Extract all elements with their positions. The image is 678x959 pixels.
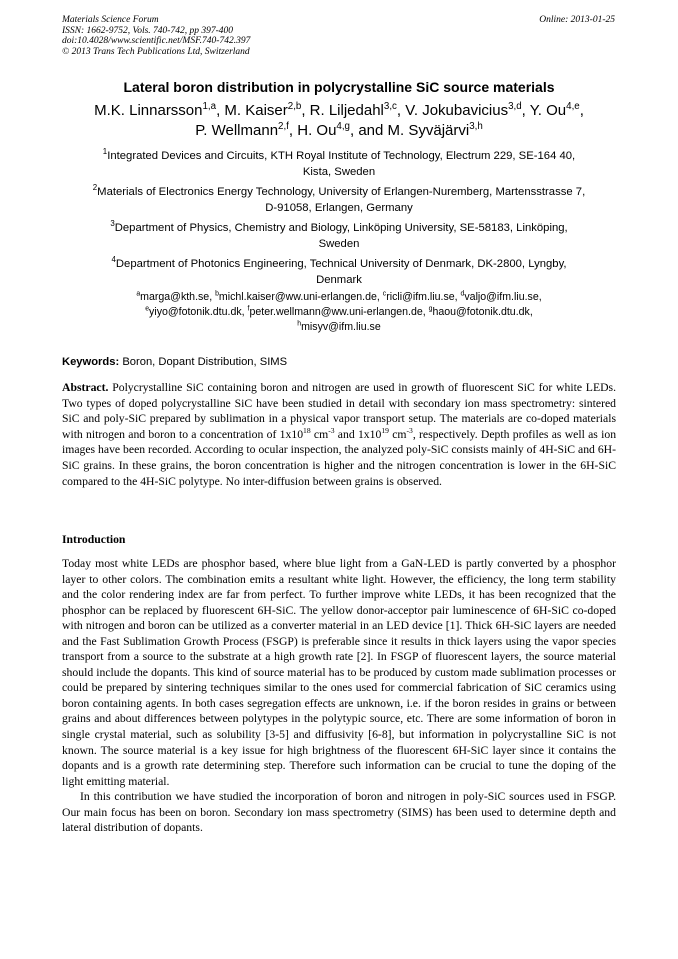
abstract: Abstract. Polycrystalline SiC containing boron and nitrogen are used in growth of fluorescent SiC for white LEDs. Two types of doped polycrystalline SiC have been studied in detail with secondary ion mass spectrometry: sintered SiC and poly-SiC prepared by sublimation in a physical vapor transport setup. The materials are co-doped materials with nitrogen and boron to a concentration of $1x10^{18}$ $cm^{-3}$ and $1x10^{19}$ $cm^{-3}$, respectively. Depth profiles as well as ion images have been recorded. According to ocular inspection, the analyzed poly-SiC consists mainly of 4H-SiC and 6H-SiC grains. In these grains, the boron concentration is higher and the nitrogen concentration is lower in the 6H-SiC compared to the 4H-SiC polytype. No inter-diffusion between grains is observed.	[62, 381, 617, 488]
author: M. Syväjärvi$^{3,h}$	[387, 121, 483, 139]
author: R. Liljedahl$^{3,c}$,	[309, 101, 406, 119]
author: M. Kaiser$^{2,b}$,	[224, 101, 310, 119]
keywords-text: Boron, Dopant Distribution, SIMS	[122, 356, 288, 368]
affiliation-4: $^4$Department of Photonics Engineering, Technical University of Denmark, DK-2800, Lyngby, Denmark	[111, 255, 567, 286]
issn: ISSN: 1662-9752, Vols. 740-742, pp 397-400	[62, 25, 233, 36]
journal-header	[62, 15, 250, 57]
affiliation-1: $^1$Integrated Devices and Circuits, KTH Royal Institute of Technology, Electrum 229, SE-164 40, Kista, Sweden	[102, 147, 576, 178]
keywords	[62, 356, 287, 368]
email[interactable]: $^d$valjo@ifm.liu.se	[460, 290, 539, 303]
online-date: Online: 2013-01-25	[539, 15, 615, 25]
affiliation-2: $^2$Materials of Electronics Energy Technology, University of Erlangen-Nuremberg, Martensstrasse 7, D-91058, Erlangen, Germany	[92, 183, 586, 214]
paragraph: Today most white LEDs are phosphor based, where blue light from a GaN-LED is partly converted by a phosphor layer to other colors. The combination emits a resultant white light. However, the efficiency, the long term stability and the color rendering index are far from perfect. To further improve white LEDs, it has been recognized that the phosphor can be replaced by fluorescent 6H-SiC. The yellow donor-acceptor pair luminescence of 6H-SiC co-doped with nitrogen and boron can be utilized as a converter material in an LED device [1]. Thick 6H-SiC layers are needed and the Fast Sublimation Growth Process (FSGP) is preferable since it results in thick layers using the vapor species transport from a source to the substrate at a high growth rate [2]. In FSGP of fluorescent layers, the source material should include the dopants. This kind of source material has to be produced by custom made sublimation processes or could be prepared by sintering techniques similar to the ones used for commercial fabrication of SiC ceramics using boron containing agents. In both cases segregation effects are unknown, i.e. if the boron resides in grains or between grains and about differences between polytypes in the polytypic source, etc. There are some information of boron in single crystal material, such as solubility [3-5] and diffusivity [6-8], but information in polycrystalline SiC is not known. The source material is a key issue for high brightness of the fluorescent 6H-SiC layer since it contains the dopants and is a growth rate determining step. Therefore such information can be crucial to tune the doping of the light emitting material.	[62, 557, 616, 788]
email[interactable]: $^c$ricli@ifm.liu.se	[382, 290, 455, 303]
email[interactable]: $^h$misyv@ifm.liu.se	[297, 320, 381, 334]
author: P. Wellmann$^{2,f}$,	[195, 121, 298, 139]
affiliation-3: $^3$Department of Physics, Chemistry and Biology, Linköping University, SE-58183, Linköping, Sweden	[110, 219, 568, 250]
keywords-label: Keywords:	[62, 356, 120, 368]
email[interactable]: $^a$marga@kth.se	[136, 290, 210, 303]
email[interactable]: $^g$haou@fotonik.dtu.dk	[428, 305, 530, 319]
introduction-body	[62, 556, 616, 836]
abstract-label: Abstract.	[62, 381, 109, 394]
author: Y. Ou$^{4,e}$,	[529, 101, 584, 119]
email[interactable]: $^e$yiyo@fotonik.dtu.dk	[145, 305, 242, 319]
email[interactable]: $^f$peter.wellmann@ww.uni-erlangen.de	[247, 305, 423, 319]
author-list	[40, 101, 638, 141]
section-heading-introduction: Introduction	[62, 533, 126, 546]
email[interactable]: $^b$michl.kaiser@ww.uni-erlangen.de	[215, 290, 377, 303]
paper-title: Lateral boron distribution in polycrystalline SiC source materials	[123, 79, 555, 95]
author: H. Ou$^{4,g}$, and	[297, 121, 388, 139]
email-list: $^a$marga@kth.se, $^b$michl.kaiser@ww.uni-erlangen.de, $^c$ricli@ifm.liu.se, $^d$valjo@ifm.liu.se, $^e$yiyo@fotonik.dtu.dk, $^f$peter.wellmann@ww.uni-erlangen.de, $^g$haou@fotonik.dtu.dk, $^h$misyv@ifm.liu.se	[136, 290, 542, 334]
copyright: © 2013 Trans Tech Publications Ltd, Switzerland	[62, 46, 250, 57]
author: M.K. Linnarsson$^{1,a}$,	[94, 101, 225, 119]
doi: doi:10.4028/www.scientific.net/MSF.740-742.397	[62, 36, 251, 47]
author: V. Jokubavicius$^{3,d}$,	[405, 101, 530, 119]
paragraph: In this contribution we have studied the incorporation of boron and nitrogen in poly-SiC sources used in FSGP. Our main focus has been on boron. Secondary ion mass spectrometry (SIMS) has been used to determine depth and lateral distribution of dopants.	[62, 790, 616, 835]
journal-name: Materials Science Forum	[62, 15, 159, 25]
